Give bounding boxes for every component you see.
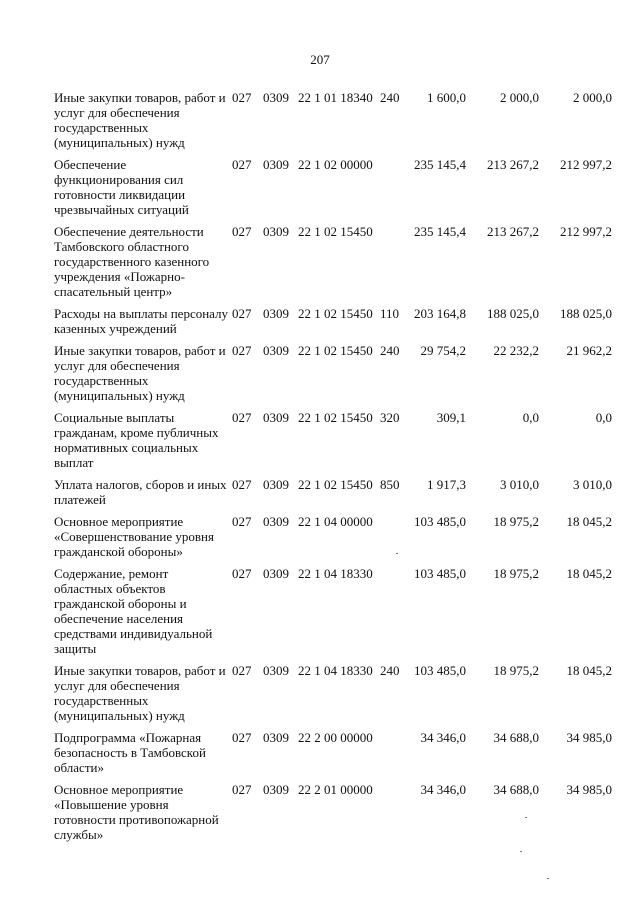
amount-year-2: 2 000,0 bbox=[500, 90, 539, 105]
row-name: Иные закупки товаров, работ и услуг для обеспечения государственных (муниципальных) нужд bbox=[54, 90, 226, 150]
row-name: Основное мероприятие «Повышение уровня готовности противопожарной службы» bbox=[54, 782, 219, 842]
subsection-code: 09 bbox=[276, 566, 289, 581]
ministry-code: 027 bbox=[232, 566, 252, 581]
ministry-code: 027 bbox=[232, 90, 252, 105]
ministry-code: 027 bbox=[232, 343, 252, 358]
target-article-code: 22 2 01 00000 bbox=[298, 782, 373, 797]
table-row bbox=[0, 730, 640, 775]
section-code: 03 bbox=[263, 477, 276, 492]
expense-type-code: 320 bbox=[380, 410, 400, 425]
subsection-code: 09 bbox=[276, 782, 289, 797]
amount-year-2: 18 975,2 bbox=[493, 514, 539, 529]
section-code: 03 bbox=[263, 306, 276, 321]
section-code: 03 bbox=[263, 730, 276, 745]
amount-year-1: 103 485,0 bbox=[414, 566, 466, 581]
amount-year-2: 0,0 bbox=[522, 410, 539, 425]
target-article-code: 22 2 00 00000 bbox=[298, 730, 373, 745]
target-article-code: 22 1 02 00000 bbox=[298, 157, 373, 172]
amount-year-3: 2 000,0 bbox=[573, 90, 612, 105]
expense-type-code: 240 bbox=[380, 663, 400, 678]
amount-year-2: 213 267,2 bbox=[487, 224, 539, 239]
subsection-code: 09 bbox=[276, 730, 289, 745]
table-row bbox=[0, 514, 640, 559]
amount-year-1: 235 145,4 bbox=[414, 157, 466, 172]
section-code: 03 bbox=[263, 343, 276, 358]
section-code: 03 bbox=[263, 157, 276, 172]
amount-year-2: 34 688,0 bbox=[493, 730, 539, 745]
section-code: 03 bbox=[263, 782, 276, 797]
amount-year-3: 188 025,0 bbox=[560, 306, 612, 321]
ministry-code: 027 bbox=[232, 157, 252, 172]
subsection-code: 09 bbox=[276, 306, 289, 321]
table-row bbox=[0, 477, 640, 507]
subsection-code: 09 bbox=[276, 90, 289, 105]
amount-year-1: 235 145,4 bbox=[414, 224, 466, 239]
ministry-code: 027 bbox=[232, 782, 252, 797]
section-code: 03 bbox=[263, 224, 276, 239]
amount-year-3: 3 010,0 bbox=[573, 477, 612, 492]
amount-year-3: 0,0 bbox=[595, 410, 612, 425]
amount-year-1: 34 346,0 bbox=[420, 730, 466, 745]
amount-year-3: 18 045,2 bbox=[566, 514, 612, 529]
scan-speck bbox=[547, 878, 549, 879]
target-article-code: 22 1 02 15450 bbox=[298, 343, 373, 358]
ministry-code: 027 bbox=[232, 663, 252, 678]
row-name: Расходы на выплаты персоналу казенных учреждений bbox=[54, 306, 229, 336]
scan-speck bbox=[520, 851, 522, 852]
amount-year-3: 212 997,2 bbox=[560, 157, 612, 172]
amount-year-2: 22 232,2 bbox=[493, 343, 539, 358]
ministry-code: 027 bbox=[232, 410, 252, 425]
ministry-code: 027 bbox=[232, 306, 252, 321]
subsection-code: 09 bbox=[276, 157, 289, 172]
target-article-code: 22 1 04 18330 bbox=[298, 663, 373, 678]
amount-year-2: 34 688,0 bbox=[493, 782, 539, 797]
expense-type-code: 110 bbox=[380, 306, 400, 321]
target-article-code: 22 1 02 15450 bbox=[298, 306, 373, 321]
row-name: Социальные выплаты гражданам, кроме публичных нормативных социальных выплат bbox=[54, 410, 219, 470]
amount-year-3: 34 985,0 bbox=[566, 730, 612, 745]
subsection-code: 09 bbox=[276, 663, 289, 678]
row-name: Иные закупки товаров, работ и услуг для обеспечения государственных (муниципальных) нужд bbox=[54, 343, 226, 403]
target-article-code: 22 1 02 15450 bbox=[298, 477, 373, 492]
table-row bbox=[0, 306, 640, 336]
subsection-code: 09 bbox=[276, 514, 289, 529]
amount-year-2: 213 267,2 bbox=[487, 157, 539, 172]
ministry-code: 027 bbox=[232, 224, 252, 239]
amount-year-3: 21 962,2 bbox=[566, 343, 612, 358]
table-row bbox=[0, 90, 640, 150]
page-number: 207 bbox=[310, 52, 330, 67]
section-code: 03 bbox=[263, 566, 276, 581]
table-row bbox=[0, 157, 640, 217]
target-article-code: 22 1 01 18340 bbox=[298, 90, 373, 105]
amount-year-1: 34 346,0 bbox=[420, 782, 466, 797]
amount-year-1: 1 917,3 bbox=[427, 477, 466, 492]
target-article-code: 22 1 02 15450 bbox=[298, 224, 373, 239]
expense-type-code: 240 bbox=[380, 343, 400, 358]
budget-table bbox=[0, 90, 640, 849]
amount-year-2: 18 975,2 bbox=[493, 663, 539, 678]
amount-year-1: 309,1 bbox=[436, 410, 466, 425]
row-name: Обеспечение функционирования сил готовности ликвидации чрезвычайных ситуаций bbox=[54, 157, 189, 217]
subsection-code: 09 bbox=[276, 477, 289, 492]
row-name: Уплата налогов, сборов и иных платежей bbox=[54, 477, 227, 507]
scan-speck bbox=[396, 553, 398, 554]
expense-type-code: 850 bbox=[380, 477, 400, 492]
amount-year-1: 1 600,0 bbox=[427, 90, 466, 105]
table-row bbox=[0, 663, 640, 723]
amount-year-1: 203 164,8 bbox=[414, 306, 466, 321]
target-article-code: 22 1 04 00000 bbox=[298, 514, 373, 529]
row-name: Обеспечение деятельности Тамбовского областного государственного казенного учреждения «Пожарно-спасательный центр» bbox=[54, 224, 210, 299]
table-row bbox=[0, 782, 640, 842]
expense-type-code: 240 bbox=[380, 90, 400, 105]
amount-year-2: 3 010,0 bbox=[500, 477, 539, 492]
amount-year-2: 188 025,0 bbox=[487, 306, 539, 321]
row-name: Подпрограмма «Пожарная безопасность в Тамбовской области» bbox=[54, 730, 206, 775]
section-code: 03 bbox=[263, 663, 276, 678]
row-name: Содержание, ремонт областных объектов гражданской обороны и обеспечение населения средствами индивидуальной защиты bbox=[54, 566, 213, 656]
target-article-code: 22 1 04 18330 bbox=[298, 566, 373, 581]
row-name: Основное мероприятие «Совершенствование уровня гражданской обороны» bbox=[54, 514, 214, 559]
amount-year-3: 18 045,2 bbox=[566, 566, 612, 581]
amount-year-1: 103 485,0 bbox=[414, 514, 466, 529]
amount-year-3: 18 045,2 bbox=[566, 663, 612, 678]
section-code: 03 bbox=[263, 514, 276, 529]
amount-year-1: 103 485,0 bbox=[414, 663, 466, 678]
ministry-code: 027 bbox=[232, 477, 252, 492]
target-article-code: 22 1 02 15450 bbox=[298, 410, 373, 425]
ministry-code: 027 bbox=[232, 514, 252, 529]
table-row bbox=[0, 566, 640, 656]
amount-year-3: 212 997,2 bbox=[560, 224, 612, 239]
subsection-code: 09 bbox=[276, 410, 289, 425]
ministry-code: 027 bbox=[232, 730, 252, 745]
amount-year-1: 29 754,2 bbox=[420, 343, 466, 358]
amount-year-3: 34 985,0 bbox=[566, 782, 612, 797]
subsection-code: 09 bbox=[276, 343, 289, 358]
table-row bbox=[0, 410, 640, 470]
table-row bbox=[0, 224, 640, 299]
section-code: 03 bbox=[263, 410, 276, 425]
subsection-code: 09 bbox=[276, 224, 289, 239]
row-name: Иные закупки товаров, работ и услуг для обеспечения государственных (муниципальных) нужд bbox=[54, 663, 226, 723]
table-row bbox=[0, 343, 640, 403]
scan-speck bbox=[525, 817, 527, 818]
amount-year-2: 18 975,2 bbox=[493, 566, 539, 581]
section-code: 03 bbox=[263, 90, 276, 105]
